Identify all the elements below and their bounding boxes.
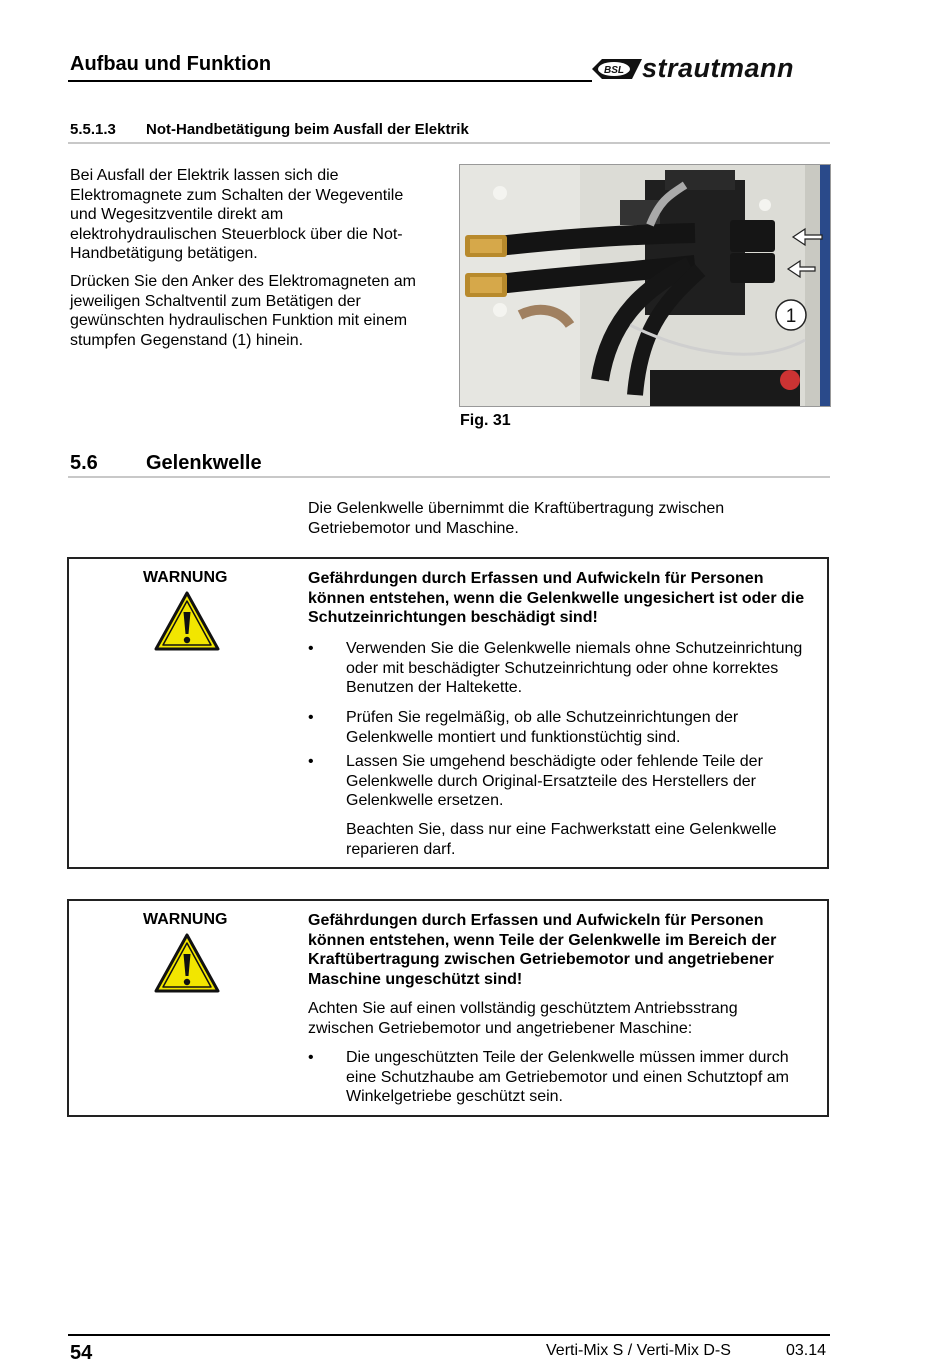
intro-paragraph	[308, 499, 828, 538]
warning-triangle-icon	[153, 932, 221, 994]
warning-label: WARNUNG	[143, 569, 228, 586]
text-line: Achten Sie auf einen vollständig geschütztem Antriebsstrang	[308, 1000, 738, 1017]
paragraph-2	[70, 272, 450, 350]
header-rule	[68, 80, 592, 82]
text-line: gewünschten hydraulischen Funktion mit einem	[70, 312, 408, 329]
text-line: Lassen Sie umgehend beschädigte oder fehlende Teile der	[346, 753, 763, 770]
text-line: Drücken Sie den Anker des Elektromagneten am	[70, 273, 416, 290]
figure-photo	[459, 164, 831, 407]
text-line: Die Gelenkwelle übernimmt die Kraftübertragung zwischen	[308, 500, 725, 517]
text-line: Kraftübertragung zwischen Getriebemotor und angetriebener	[308, 951, 774, 968]
page-number: 54	[70, 1342, 93, 1364]
brand-logo	[590, 52, 832, 84]
warning-2-bullet	[308, 1048, 828, 1107]
text-line: Elektromagnete zum Schalten der Wegeventile	[70, 186, 404, 204]
warning-triangle-icon	[153, 590, 221, 652]
section-title: Not-Handbetätigung beim Ausfall der Elektrik	[146, 121, 469, 138]
footer-rule	[68, 1334, 830, 1336]
logo-badge-text: BSL	[604, 65, 624, 76]
text-line: Getriebemotor und Maschine.	[308, 519, 519, 537]
text-line: können entstehen, wenn die Gelenkwelle ungesichert ist oder die	[308, 589, 805, 607]
text-line: Gefährdungen durch Erfassen und Aufwickeln für Personen	[308, 570, 764, 587]
text-line: Verwenden Sie die Gelenkwelle niemals ohne Schutzeinrichtung	[346, 640, 803, 657]
warning-1-bullet	[308, 639, 828, 698]
paragraph-1	[70, 166, 450, 264]
section-number: 5.5.1.3	[70, 121, 116, 138]
warning-2-paragraph	[308, 999, 828, 1038]
text-line: Maschine ungeschützt sind!	[308, 970, 523, 988]
warning-1-bullet	[308, 752, 828, 811]
logo-wordmark: strautmann	[642, 53, 795, 83]
text-line: Schutzeinrichtungen beschädigt sind!	[308, 609, 598, 626]
text-line: können entstehen, wenn Teile der Gelenkwelle im Bereich der	[308, 931, 777, 949]
warning-1-note	[346, 820, 828, 859]
text-line: Gelenkwelle durch Original-Ersatzteile des Herstellers der	[346, 772, 756, 790]
bullet-dot: •	[308, 709, 314, 726]
text-line: reparieren darf.	[346, 840, 456, 858]
text-line: Winkelgetriebe geschützt sein.	[346, 1088, 563, 1105]
warning-1-heading	[308, 569, 828, 628]
text-line: Gelenkwelle ersetzen.	[346, 792, 504, 809]
text-line: jeweiligen Schaltventil zum Betätigen der	[70, 292, 361, 310]
warning-label: WARNUNG	[143, 911, 228, 928]
figure-caption: Fig. 31	[460, 412, 511, 429]
bullet-dot: •	[308, 1049, 314, 1066]
text-line: eine Schutzhaube am Getriebemotor und einen Schutztopf am	[346, 1068, 789, 1086]
section-56-number: 5.6	[70, 452, 98, 474]
warning-2-heading	[308, 911, 828, 989]
footer-date: 03.14	[786, 1342, 827, 1359]
text-line: Prüfen Sie regelmäßig, ob alle Schutzeinrichtungen der	[346, 709, 739, 726]
bullet-dot: •	[308, 753, 314, 770]
logo-badge-icon	[590, 52, 832, 84]
text-line: stumpfen Gegenstand (1) hinein.	[70, 331, 304, 349]
text-line: elektrohydraulischen Steuerblock über die Not-	[70, 225, 403, 243]
bullet-dot: •	[308, 640, 314, 657]
text-line: Handbetätigung betätigen.	[70, 245, 258, 262]
text-line: Die ungeschützten Teile der Gelenkwelle müssen immer durch	[346, 1049, 789, 1066]
text-line: Benutzen der Haltekette.	[346, 679, 523, 696]
section-rule	[68, 142, 830, 144]
text-line: und Wegesitzventile direkt am	[70, 206, 284, 223]
text-line: Gelenkwelle montiert und funktionstüchtig sind.	[346, 728, 681, 746]
text-line: Gefährdungen durch Erfassen und Aufwickeln für Personen	[308, 912, 764, 929]
text-line: zwischen Getriebemotor und angetriebener Maschine:	[308, 1019, 693, 1037]
header-title: Aufbau und Funktion	[70, 53, 272, 75]
footer-product: Verti-Mix S / Verti-Mix D-S	[546, 1342, 731, 1359]
text-line: oder mit beschädigter Schutzeinrichtung oder ohne korrektes	[346, 659, 779, 677]
figure-callout: 1	[785, 306, 797, 327]
text-line: Bei Ausfall der Elektrik lassen sich die	[70, 167, 339, 184]
warning-1-bullet	[308, 708, 828, 747]
text-line: Beachten Sie, dass nur eine Fachwerkstatt eine Gelenkwelle	[346, 821, 777, 838]
section-56-title: Gelenkwelle	[146, 452, 262, 474]
section-56-rule	[68, 476, 830, 478]
